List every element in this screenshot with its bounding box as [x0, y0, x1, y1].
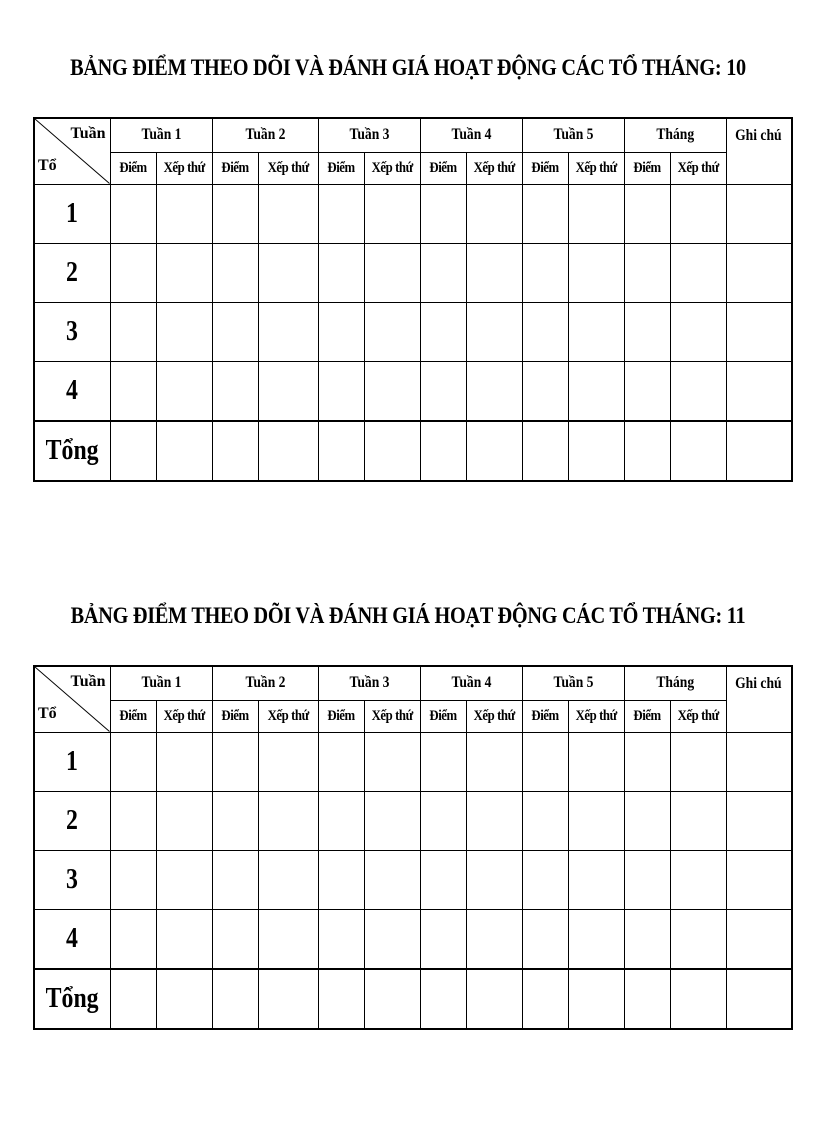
note-cell[interactable]	[726, 361, 792, 421]
score-table	[33, 665, 793, 1030]
score-cell[interactable]	[670, 243, 726, 302]
group-header-tuan-4: Tuần 4	[420, 666, 522, 700]
group-header-tuan-4: Tuần 4	[420, 118, 522, 152]
score-cell[interactable]	[364, 302, 420, 361]
corner-header-cell	[34, 666, 110, 732]
corner-label-tuan: Tuần	[70, 125, 106, 142]
score-cell[interactable]	[522, 243, 568, 302]
score-cell[interactable]	[318, 850, 364, 909]
score-cell[interactable]	[420, 302, 466, 361]
sub-header-xep-thu: Xếp thứ	[156, 700, 212, 732]
sub-header-xep-thu: Xếp thứ	[258, 700, 318, 732]
score-cell[interactable]	[258, 421, 318, 481]
score-table	[33, 117, 793, 482]
score-cell[interactable]	[156, 184, 212, 243]
group-header-thang: Tháng	[624, 666, 726, 700]
table-row	[34, 732, 792, 791]
score-cell[interactable]	[420, 969, 466, 1029]
table-row-total	[34, 969, 792, 1029]
score-cell[interactable]	[522, 791, 568, 850]
score-cell[interactable]	[568, 243, 624, 302]
sub-header-xep-thu: Xếp thứ	[568, 700, 624, 732]
row-label: 2	[34, 243, 110, 302]
score-cell[interactable]	[156, 243, 212, 302]
score-cell[interactable]	[258, 791, 318, 850]
group-header-tuan-3: Tuần 3	[318, 118, 420, 152]
score-cell[interactable]	[110, 791, 156, 850]
score-cell[interactable]	[522, 421, 568, 481]
score-cell[interactable]	[568, 361, 624, 421]
score-cell[interactable]	[258, 361, 318, 421]
score-cell[interactable]	[156, 909, 212, 969]
score-cell[interactable]	[522, 302, 568, 361]
sub-header-diem: Điểm	[624, 700, 670, 732]
note-cell[interactable]	[726, 184, 792, 243]
sub-header-xep-thu: Xếp thứ	[466, 700, 522, 732]
score-cell[interactable]	[624, 850, 670, 909]
note-cell[interactable]	[726, 791, 792, 850]
score-cell[interactable]	[212, 791, 258, 850]
score-cell[interactable]	[568, 909, 624, 969]
score-cell[interactable]	[522, 969, 568, 1029]
note-cell[interactable]	[726, 732, 792, 791]
score-cell[interactable]	[568, 791, 624, 850]
sub-header-diem: Điểm	[624, 152, 670, 184]
score-cell[interactable]	[670, 361, 726, 421]
score-cell[interactable]	[364, 361, 420, 421]
score-cell[interactable]	[110, 421, 156, 481]
score-cell[interactable]	[670, 421, 726, 481]
sub-header-xep-thu: Xếp thứ	[364, 700, 420, 732]
score-cell[interactable]	[364, 909, 420, 969]
row-label: 3	[34, 302, 110, 361]
score-cell[interactable]	[258, 243, 318, 302]
score-cell[interactable]	[624, 909, 670, 969]
score-cell[interactable]	[110, 184, 156, 243]
table-row	[34, 791, 792, 850]
score-cell[interactable]	[624, 791, 670, 850]
score-cell[interactable]	[318, 302, 364, 361]
group-header-tuan-2: Tuần 2	[212, 118, 318, 152]
group-header-tuan-1: Tuần 1	[110, 666, 212, 700]
note-cell[interactable]	[726, 969, 792, 1029]
score-cell[interactable]	[568, 302, 624, 361]
sub-header-diem: Điểm	[318, 152, 364, 184]
sub-header-xep-thu: Xếp thứ	[156, 152, 212, 184]
sub-header-xep-thu: Xếp thứ	[670, 152, 726, 184]
score-cell[interactable]	[110, 969, 156, 1029]
group-header-tuan-5: Tuần 5	[522, 666, 624, 700]
score-cell[interactable]	[258, 302, 318, 361]
score-cell[interactable]	[568, 732, 624, 791]
score-cell[interactable]	[364, 969, 420, 1029]
sub-header-diem: Điểm	[318, 700, 364, 732]
score-cell[interactable]	[568, 184, 624, 243]
score-cell[interactable]	[364, 421, 420, 481]
score-cell[interactable]	[110, 243, 156, 302]
score-cell[interactable]	[258, 909, 318, 969]
row-label: 3	[34, 850, 110, 909]
score-cell[interactable]	[258, 850, 318, 909]
score-cell[interactable]	[156, 969, 212, 1029]
sub-header-xep-thu: Xếp thứ	[258, 152, 318, 184]
sub-header-diem: Điểm	[212, 700, 258, 732]
score-cell[interactable]	[624, 243, 670, 302]
score-cell[interactable]	[318, 421, 364, 481]
sub-header-xep-thu: Xếp thứ	[568, 152, 624, 184]
score-cell[interactable]	[212, 969, 258, 1029]
score-cell[interactable]	[670, 969, 726, 1029]
sub-header-diem: Điểm	[420, 152, 466, 184]
score-cell[interactable]	[624, 969, 670, 1029]
table-title: BẢNG ĐIỂM THEO DÕI VÀ ĐÁNH GIÁ HOẠT ĐỘNG CÁC TỔ THÁNG: 10	[70, 55, 746, 80]
score-cell[interactable]	[318, 791, 364, 850]
score-cell[interactable]	[212, 361, 258, 421]
ghi-chu-header: Ghi chú	[726, 118, 792, 184]
row-label-total: Tổng	[34, 421, 110, 481]
score-cell[interactable]	[212, 243, 258, 302]
table-row	[34, 302, 792, 361]
score-cell[interactable]	[212, 302, 258, 361]
score-cell[interactable]	[318, 243, 364, 302]
score-cell[interactable]	[522, 184, 568, 243]
score-cell[interactable]	[212, 850, 258, 909]
score-cell[interactable]	[624, 421, 670, 481]
score-cell[interactable]	[364, 791, 420, 850]
score-cell[interactable]	[364, 850, 420, 909]
score-cell[interactable]	[420, 850, 466, 909]
score-cell[interactable]	[110, 850, 156, 909]
score-cell[interactable]	[156, 302, 212, 361]
score-cell[interactable]	[420, 243, 466, 302]
sub-header-xep-thu: Xếp thứ	[466, 152, 522, 184]
note-cell[interactable]	[726, 909, 792, 969]
score-cell[interactable]	[258, 969, 318, 1029]
score-cell[interactable]	[670, 732, 726, 791]
score-cell[interactable]	[624, 732, 670, 791]
score-cell[interactable]	[670, 909, 726, 969]
score-cell[interactable]	[420, 732, 466, 791]
score-cell[interactable]	[212, 909, 258, 969]
score-cell[interactable]	[420, 421, 466, 481]
group-header-thang: Tháng	[624, 118, 726, 152]
score-cell[interactable]	[318, 969, 364, 1029]
note-cell[interactable]	[726, 302, 792, 361]
sub-header-diem: Điểm	[212, 152, 258, 184]
sub-header-xep-thu: Xếp thứ	[364, 152, 420, 184]
score-cell[interactable]	[466, 850, 522, 909]
score-cell[interactable]	[466, 969, 522, 1029]
score-cell[interactable]	[420, 909, 466, 969]
score-cell[interactable]	[466, 243, 522, 302]
row-label: 1	[34, 732, 110, 791]
score-cell[interactable]	[156, 850, 212, 909]
score-cell[interactable]	[466, 361, 522, 421]
score-cell[interactable]	[318, 909, 364, 969]
score-cell[interactable]	[258, 732, 318, 791]
score-cell[interactable]	[624, 361, 670, 421]
score-cell[interactable]	[522, 361, 568, 421]
group-header-tuan-3: Tuần 3	[318, 666, 420, 700]
group-header-tuan-5: Tuần 5	[522, 118, 624, 152]
score-cell[interactable]	[110, 909, 156, 969]
score-cell[interactable]	[258, 184, 318, 243]
score-cell[interactable]	[212, 421, 258, 481]
score-cell[interactable]	[522, 850, 568, 909]
table-row	[34, 184, 792, 243]
score-cell[interactable]	[156, 732, 212, 791]
corner-label-tuan: Tuần	[70, 673, 106, 690]
score-cell[interactable]	[670, 850, 726, 909]
score-cell[interactable]	[670, 791, 726, 850]
score-cell[interactable]	[568, 421, 624, 481]
score-cell[interactable]	[466, 732, 522, 791]
score-cell[interactable]	[364, 184, 420, 243]
note-cell[interactable]	[726, 850, 792, 909]
corner-label-to: Tổ	[38, 705, 57, 722]
score-cell[interactable]	[156, 361, 212, 421]
row-label-total: Tổng	[34, 969, 110, 1029]
score-cell[interactable]	[670, 184, 726, 243]
score-cell[interactable]	[522, 909, 568, 969]
score-cell[interactable]	[624, 302, 670, 361]
sub-header-xep-thu: Xếp thứ	[670, 700, 726, 732]
score-cell[interactable]	[624, 184, 670, 243]
table-row	[34, 909, 792, 969]
row-label: 1	[34, 184, 110, 243]
score-cell[interactable]	[212, 184, 258, 243]
score-cell[interactable]	[156, 421, 212, 481]
score-cell[interactable]	[466, 184, 522, 243]
row-label: 2	[34, 791, 110, 850]
table-row	[34, 361, 792, 421]
score-cell[interactable]	[466, 909, 522, 969]
note-cell[interactable]	[726, 421, 792, 481]
row-label: 4	[34, 909, 110, 969]
group-header-tuan-2: Tuần 2	[212, 666, 318, 700]
score-cell[interactable]	[110, 302, 156, 361]
score-cell[interactable]	[420, 361, 466, 421]
table-row	[34, 850, 792, 909]
table-title: BẢNG ĐIỂM THEO DÕI VÀ ĐÁNH GIÁ HOẠT ĐỘNG CÁC TỔ THÁNG: 11	[70, 603, 746, 628]
group-header-tuan-1: Tuần 1	[110, 118, 212, 152]
score-cell[interactable]	[670, 302, 726, 361]
score-cell[interactable]	[568, 850, 624, 909]
sub-header-diem: Điểm	[420, 700, 466, 732]
score-cell[interactable]	[318, 732, 364, 791]
score-cell[interactable]	[420, 184, 466, 243]
score-cell[interactable]	[466, 791, 522, 850]
score-cell[interactable]	[568, 969, 624, 1029]
score-cell[interactable]	[110, 361, 156, 421]
sub-header-diem: Điểm	[110, 152, 156, 184]
corner-label-to: Tổ	[38, 157, 57, 174]
score-cell[interactable]	[420, 791, 466, 850]
ghi-chu-header: Ghi chú	[726, 666, 792, 732]
sub-header-diem: Điểm	[110, 700, 156, 732]
row-label: 4	[34, 361, 110, 421]
score-cell[interactable]	[212, 732, 258, 791]
sub-header-diem: Điểm	[522, 152, 568, 184]
note-cell[interactable]	[726, 243, 792, 302]
sub-header-diem: Điểm	[522, 700, 568, 732]
score-cell[interactable]	[364, 243, 420, 302]
score-cell[interactable]	[318, 184, 364, 243]
table-row-total	[34, 421, 792, 481]
table-row	[34, 243, 792, 302]
score-cell[interactable]	[364, 732, 420, 791]
score-cell[interactable]	[522, 732, 568, 791]
corner-header-cell	[34, 118, 110, 184]
score-cell[interactable]	[318, 361, 364, 421]
score-cell[interactable]	[466, 302, 522, 361]
score-cell[interactable]	[466, 421, 522, 481]
score-cell[interactable]	[156, 791, 212, 850]
score-cell[interactable]	[110, 732, 156, 791]
